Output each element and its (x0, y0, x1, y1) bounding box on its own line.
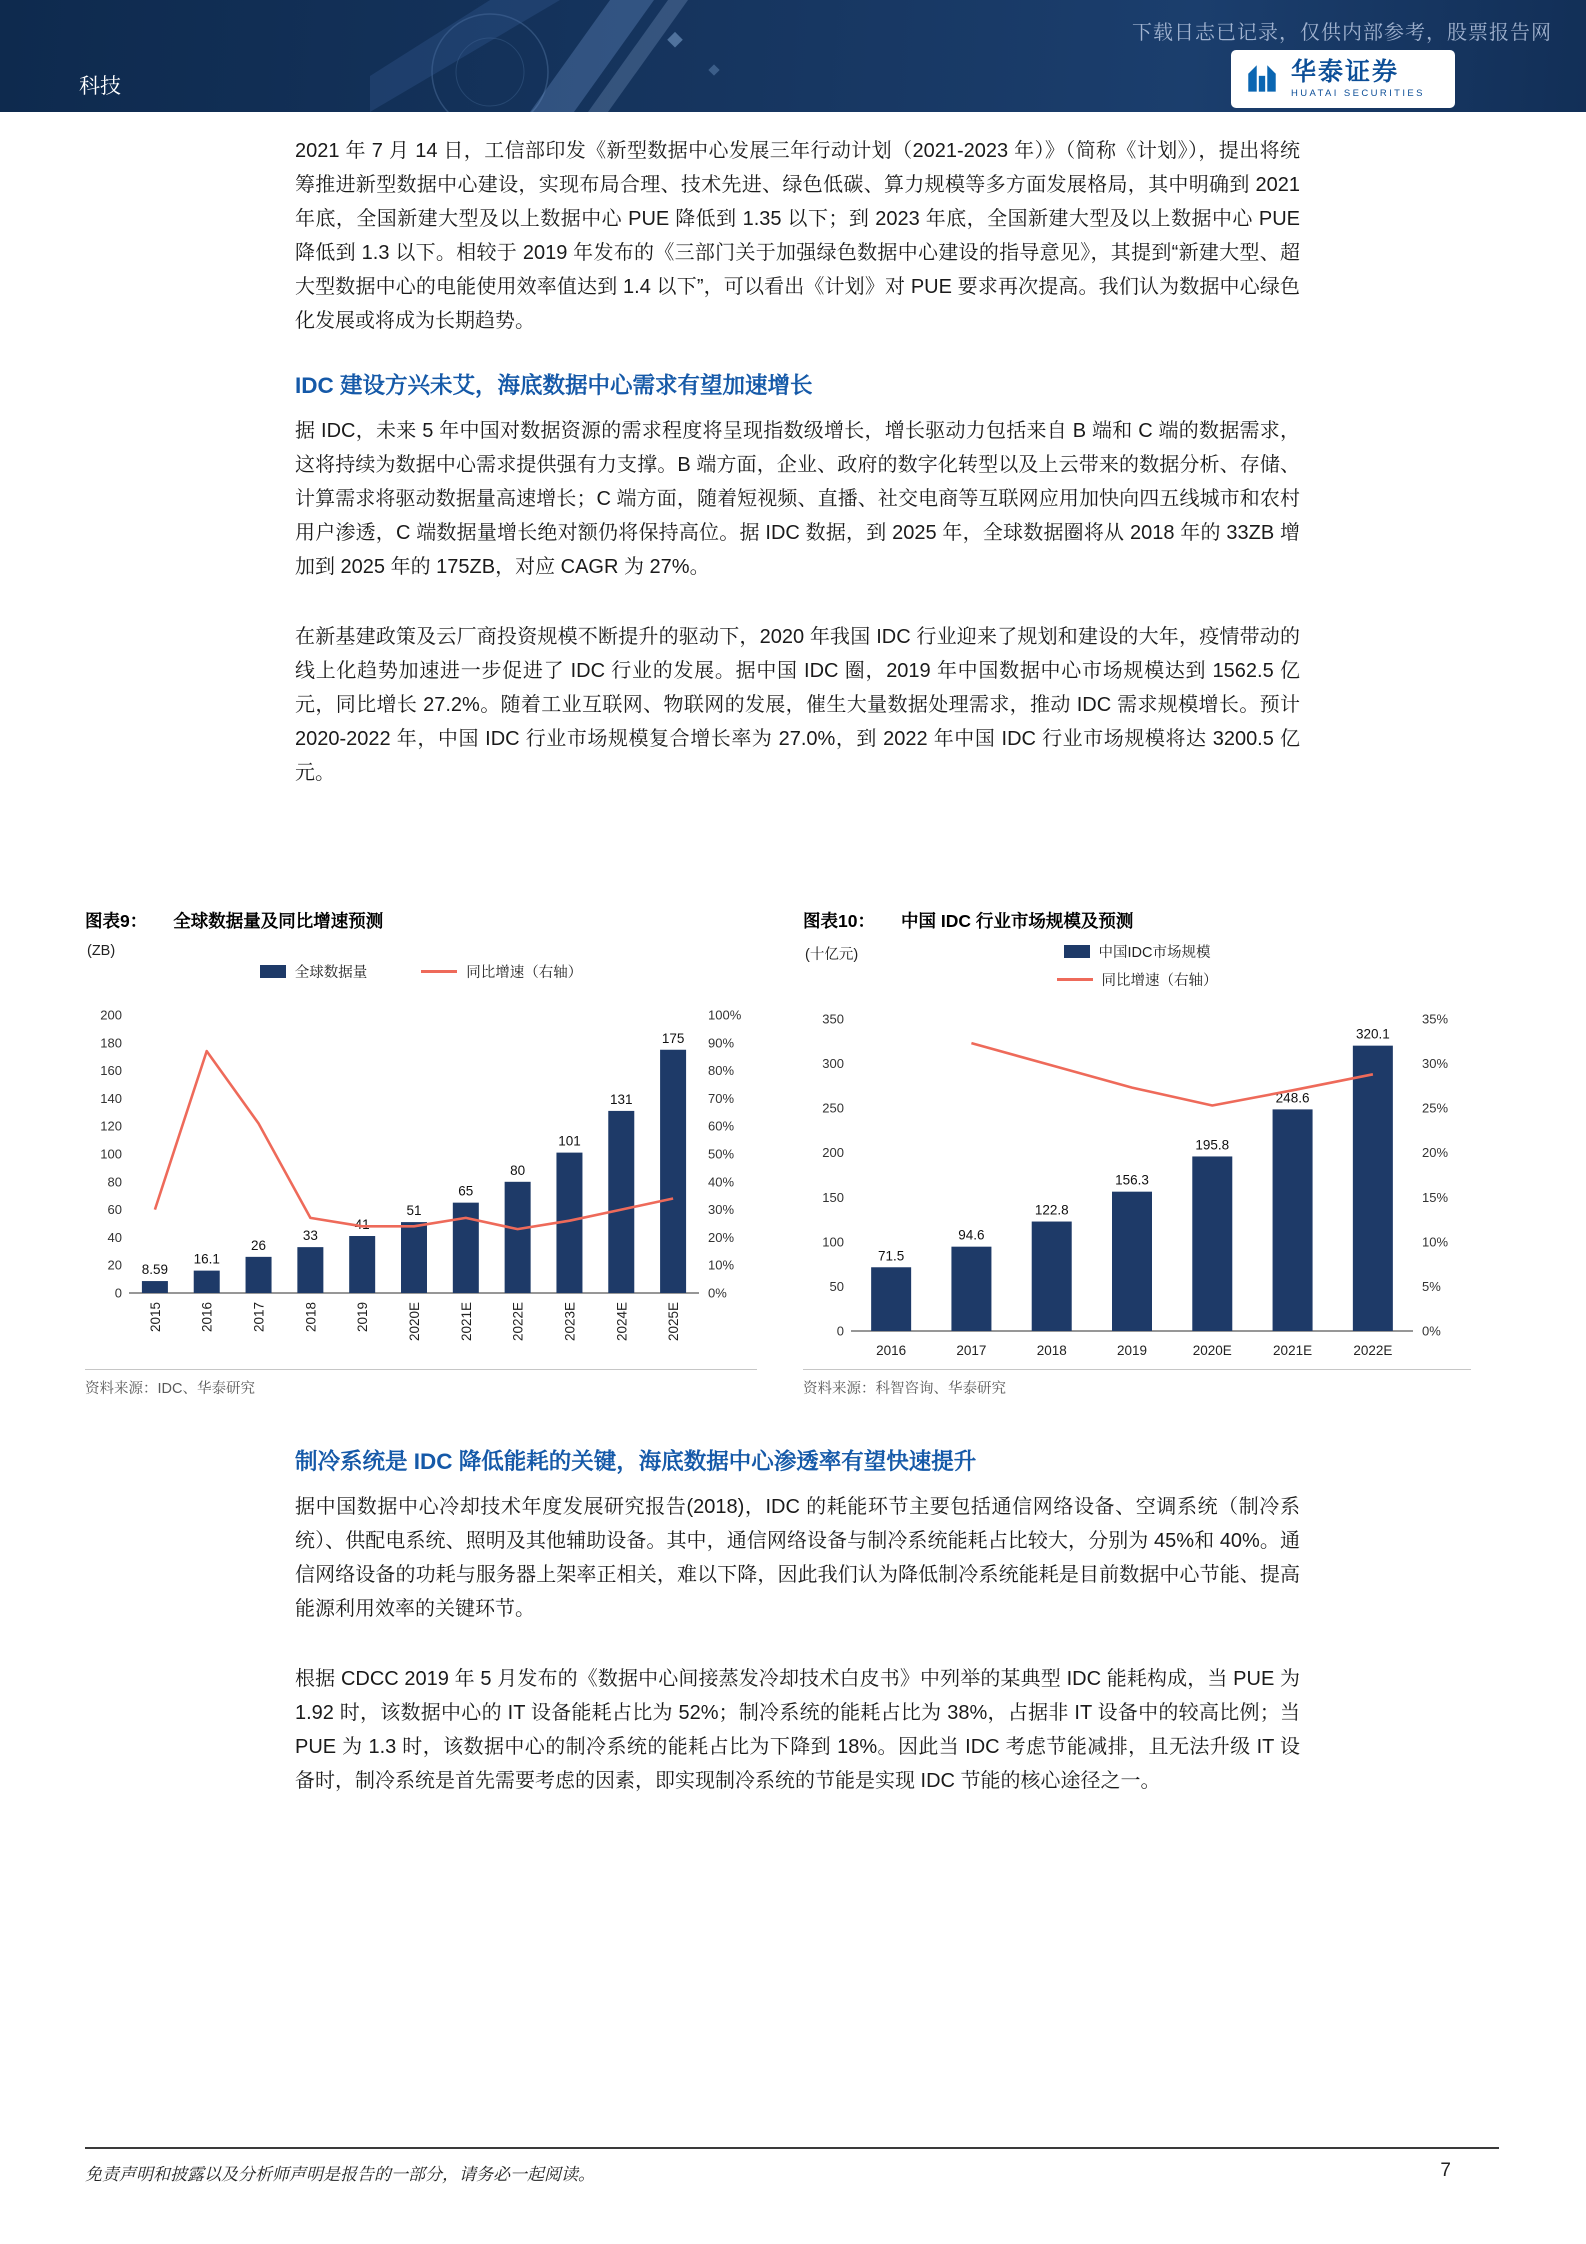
figure-label: 图表9： (85, 911, 148, 931)
left-axis-tick-label: 350 (822, 1011, 844, 1027)
x-axis-label: 2018 (303, 1302, 319, 1333)
bar (1273, 1109, 1313, 1331)
right-axis-tick-label: 15% (1422, 1189, 1449, 1205)
header-decoration (370, 0, 810, 112)
right-axis-tick-label: 80% (708, 1063, 735, 1079)
line-series-swatch (1057, 978, 1093, 981)
bar-series-swatch (260, 965, 286, 978)
bar-series-swatch (1064, 945, 1090, 958)
section-heading-cooling: 制冷系统是 IDC 降低能耗的关键，海底数据中心渗透率有望快速提升 (295, 1449, 977, 1474)
left-axis-tick-label: 0 (836, 1323, 844, 1339)
bar-value-label: 33 (302, 1228, 318, 1244)
figure-title: 中国 IDC 行业市场规模及预测 (900, 911, 1134, 931)
right-axis-tick-label: 25% (1422, 1100, 1449, 1116)
figure-9-global-data (85, 908, 757, 1398)
right-axis-tick-label: 30% (708, 1202, 735, 1218)
right-axis-tick-label: 5% (1422, 1278, 1441, 1294)
page-footer (85, 2147, 1499, 2185)
x-axis-label: 2017 (251, 1302, 267, 1333)
bar-value-label: 8.59 (141, 1262, 169, 1278)
left-axis-tick-label: 300 (822, 1056, 844, 1072)
page-number: 7 (1440, 2160, 1451, 2181)
bar (1353, 1046, 1393, 1331)
bar-value-label: 65 (458, 1183, 474, 1199)
x-axis-label: 2022E (510, 1302, 526, 1342)
bar-value-label: 51 (406, 1203, 422, 1219)
bar-value-label: 101 (558, 1133, 581, 1149)
right-axis-tick-label: 40% (708, 1174, 735, 1190)
left-axis-tick-label: 160 (100, 1063, 122, 1079)
chart-header (803, 941, 1471, 997)
right-axis-tick-label: 0% (708, 1285, 727, 1301)
left-axis-tick-label: 200 (100, 1007, 122, 1023)
left-axis-tick-label: 200 (822, 1145, 844, 1161)
left-axis-tick-label: 80 (107, 1174, 122, 1190)
bar-value-label: 16.1 (193, 1251, 220, 1267)
left-axis-tick-label: 0 (114, 1285, 122, 1301)
china-idc-market-chart (803, 997, 1471, 1365)
logo-text-cn: 华泰证券 (1291, 58, 1400, 87)
paragraph-pue-policy: 2021 年 7 月 14 日，工信部印发《新型数据中心发展三年行动计划（2021-2023 年）》（简称《计划》），提出将统筹推进新型数据中心建设，实现布局合理、技术先进、绿色低碳、算力规模等多方面发展格局，其中明确到 2021 年底，全国新建大型及以上数据中心 PUE 降低到 1.35 以下；到 2023 年底，全国新建大型及以上数据中心 PUE 降低到 1.3 以下。相较于 2019 年发布的《三部门关于加强绿色数据中心建设的指导意见》，其提到“新建大型、超大型数据中心的电能使用效率值达到 1.4 以下”，可以看出《计划》对 PUE 要求再次提高。我们认为数据中心绿色化发展或将成为长期趋势。 (295, 140, 1300, 332)
x-axis-label: 2019 (1116, 1343, 1148, 1358)
right-axis-tick-label: 0% (1422, 1323, 1441, 1339)
line-series-swatch (421, 970, 457, 973)
right-axis-tick-label: 20% (708, 1229, 735, 1245)
left-axis-tick-label: 140 (100, 1090, 122, 1106)
huatai-logo-icon (1243, 60, 1281, 98)
bar (349, 1236, 375, 1293)
bar-value-label: 71.5 (878, 1248, 905, 1264)
figure-title: 全球数据量及同比增速预测 (173, 911, 384, 931)
disclaimer-text: 免责声明和披露以及分析师声明是报告的一部分，请务必一起阅读。 (85, 2165, 595, 2184)
right-axis-tick-label: 10% (1422, 1234, 1449, 1250)
bar-value-label: 175 (661, 1030, 685, 1046)
bar (453, 1203, 479, 1293)
bar-value-label: 94.6 (958, 1227, 985, 1243)
x-axis-label: 2021E (1273, 1343, 1313, 1358)
left-axis-tick-label: 50 (829, 1278, 844, 1294)
bar (246, 1257, 272, 1293)
chart-legend (85, 961, 757, 982)
source-note: 资料来源：IDC、华泰研究 (85, 1369, 757, 1398)
x-axis-label: 2015 (147, 1302, 163, 1333)
global-data-volume-chart (85, 993, 757, 1365)
x-axis-label: 2020E (1192, 1343, 1232, 1358)
x-axis-label: 2022E (1353, 1343, 1393, 1358)
right-axis-tick-label: 20% (1422, 1145, 1449, 1161)
right-axis-tick-label: 90% (708, 1035, 735, 1051)
bar-value-label: 248.6 (1275, 1090, 1310, 1106)
x-axis-label: 2024E (614, 1302, 630, 1342)
legend-item (260, 961, 368, 982)
bar (505, 1182, 531, 1293)
bar (194, 1271, 220, 1293)
legend-label: 同比增速（右轴） (466, 965, 583, 981)
bar (142, 1281, 168, 1293)
bar (871, 1267, 911, 1331)
bar-value-label: 41 (354, 1217, 370, 1233)
page-header (0, 0, 1586, 112)
figure-title-row (803, 908, 1471, 941)
right-axis-tick-label: 70% (708, 1090, 735, 1106)
figures-row (85, 908, 1586, 1398)
paragraph-idc-market: 在新基建政策及云厂商投资规模不断提升的驱动下，2020 年我国 IDC 行业迎来了规划和建设的大年，疫情带动的线上化趋势加速进一步促进了 IDC 行业的发展。据中国 IDC 圈，2019 年中国数据中心市场规模达到 1562.5 亿元，同比增长 27.2%。随着工业互联网、物联网的发展，催生大量数据处理需求，推动 IDC 需求规模增长。预计 2020-2022 年，中国 IDC 行业市场规模复合增长率为 27.0%，到 2022 年中国 IDC 行业市场规模将达 3200.5 亿元。 (295, 626, 1300, 784)
left-axis-tick-label: 100 (822, 1234, 844, 1250)
bar (608, 1111, 634, 1293)
bar-value-label: 122.8 (1034, 1202, 1069, 1218)
bar-value-label: 131 (610, 1091, 633, 1107)
chart-legend (803, 941, 1471, 990)
bar-value-label: 156.3 (1115, 1172, 1149, 1188)
legend-item (1064, 941, 1211, 962)
axis-unit-label: (十亿元) (805, 947, 859, 963)
x-axis-label: 2021E (458, 1302, 474, 1342)
bar (660, 1050, 686, 1293)
bar (1192, 1156, 1232, 1331)
logo-text (1291, 59, 1425, 98)
bar (1032, 1222, 1072, 1331)
bar-value-label: 80 (510, 1162, 526, 1178)
left-axis-tick-label: 180 (100, 1035, 122, 1051)
legend-label: 中国IDC市场规模 (1098, 945, 1211, 961)
left-axis-tick-label: 40 (107, 1229, 122, 1245)
left-axis-tick-label: 250 (822, 1100, 844, 1116)
left-axis-tick-label: 60 (107, 1202, 122, 1218)
right-axis-tick-label: 50% (708, 1146, 735, 1162)
chart-header (85, 941, 757, 993)
section-label: 科技 (79, 75, 121, 98)
paragraph-data-growth: 据 IDC，未来 5 年中国对数据资源的需求程度将呈现指数级增长，增长驱动力包括来自 B 端和 C 端的数据需求，这将持续为数据中心需求提供强有力支撑。B 端方面，企业、政府的数字化转型以及上云带来的数据分析、存储、计算需求将驱动数据量高速增长；C 端方面，随着短视频、直播、社交电商等互联网应用加快向四五线城市和农村用户渗透，C 端数据量增长绝对额仍将保持高位。据 IDC 数据，到 2025 年，全球数据圈将从 2018 年的 33ZB 增加到 2025 年的 175ZB，对应 CAGR 为 27%。 (295, 420, 1300, 578)
right-axis-tick-label: 10% (708, 1257, 735, 1273)
bar (401, 1222, 427, 1293)
bar-value-label: 320.1 (1355, 1026, 1390, 1042)
right-axis-tick-label: 30% (1422, 1056, 1449, 1072)
x-axis-label: 2025E (666, 1302, 682, 1342)
bar-value-label: 26 (251, 1237, 267, 1253)
figure-title-row (85, 908, 757, 941)
bar-value-label: 195.8 (1195, 1137, 1230, 1153)
legend-label: 同比增速（右轴） (1101, 973, 1218, 989)
right-axis-tick-label: 60% (708, 1118, 735, 1134)
growth-line (971, 1043, 1373, 1105)
section-heading-idc-demand: IDC 建设方兴未艾，海底数据中心需求有望加速增长 (295, 373, 813, 398)
legend-item (1057, 969, 1218, 990)
legend-label: 全球数据量 (294, 965, 368, 981)
bar (297, 1247, 323, 1293)
paragraph-pue-cooling: 根据 CDCC 2019 年 5 月发布的《数据中心间接蒸发冷却技术白皮书》中列举的某典型 IDC 能耗构成，当 PUE 为 1.92 时，该数据中心的 IT 设备能耗占比为 52%；制冷系统的能耗占比为 38%，占据非 IT 设备中的较高比例；当 PUE 为 1.3 时，该数据中心的制冷系统的能耗占比为下降到 18%。因此当 IDC 考虑节能减排，且无法升级 IT 设备时，制冷系统是首先需要考虑的因素，即实现制冷系统的节能是实现 IDC 节能的核心途径之一。 (295, 1668, 1300, 1792)
source-note: 资料来源：科智咨询、华泰研究 (803, 1369, 1471, 1398)
huatai-logo (1231, 50, 1455, 108)
x-axis-label: 2016 (199, 1302, 215, 1333)
left-axis-tick-label: 100 (100, 1146, 122, 1162)
report-body (0, 112, 1586, 1798)
bar (1112, 1192, 1152, 1331)
bar (951, 1247, 991, 1331)
right-axis-tick-label: 100% (708, 1007, 742, 1023)
left-axis-tick-label: 120 (100, 1118, 122, 1134)
figure-10-china-idc (803, 908, 1471, 1398)
figure-label: 图表10： (803, 911, 875, 931)
logo-text-en: HUATAI SECURITIES (1291, 87, 1425, 99)
x-axis-label: 2023E (562, 1302, 578, 1342)
x-axis-label: 2016 (876, 1343, 907, 1358)
x-axis-label: 2018 (1036, 1343, 1067, 1358)
right-axis-tick-label: 35% (1422, 1011, 1449, 1027)
legend-item (421, 961, 582, 982)
x-axis-label: 2017 (956, 1343, 987, 1358)
watermark-text: 下载日志已记录，仅供内部参考，股票报告网 (1132, 22, 1552, 44)
left-axis-tick-label: 150 (822, 1189, 844, 1205)
left-axis-tick-label: 20 (107, 1257, 122, 1273)
paragraph-energy-breakdown: 据中国数据中心冷却技术年度发展研究报告(2018)，IDC 的耗能环节主要包括通信网络设备、空调系统（制冷系统）、供配电系统、照明及其他辅助设备。其中，通信网络设备与制冷系统能耗占比较大，分别为 45%和 40%。通信网络设备的功耗与服务器上架率正相关，难以下降，因此我们认为降低制冷系统能耗是目前数据中心节能、提高能源利用效率的关键环节。 (295, 1496, 1300, 1620)
axis-unit-label: (ZB) (87, 943, 116, 959)
x-axis-label: 2019 (355, 1302, 371, 1333)
x-axis-label: 2020E (407, 1302, 422, 1342)
